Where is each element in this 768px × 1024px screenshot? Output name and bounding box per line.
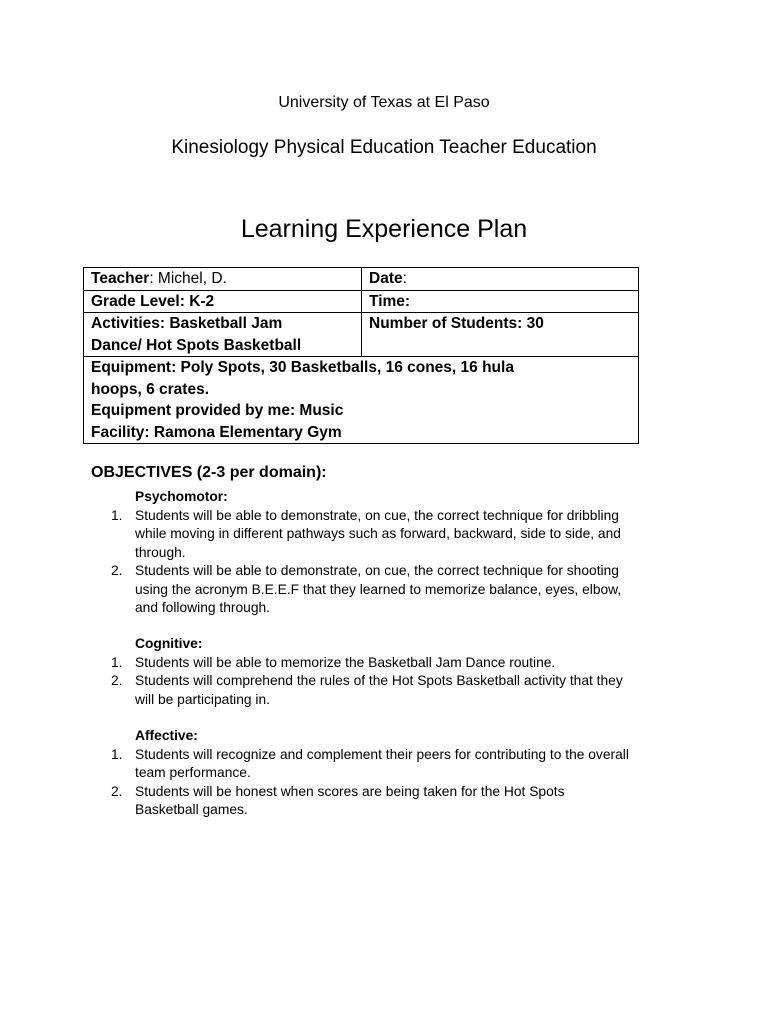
time-cell: Time:: [362, 290, 639, 313]
teacher-label: Teacher: [91, 270, 150, 287]
objective-list: [91, 746, 691, 820]
item-line: Students will be honest when scores are being taken for the Hot Spots: [135, 783, 565, 799]
number-of-students-cell: Number of Students: 30: [362, 313, 639, 357]
objective-list: [91, 507, 691, 618]
item-line: team performance.: [135, 765, 251, 780]
item-number: 2.: [111, 673, 123, 688]
item-line: Basketball games.: [135, 802, 248, 817]
section-title: Psychomotor:: [135, 489, 228, 504]
item-line: Students will be able to memorize the Basketball Jam Dance routine.: [135, 654, 556, 670]
item-line: using the acronym B.E.E.F that they learned to memorize balance, eyes, elbow,: [135, 581, 622, 597]
item-line: through.: [135, 544, 186, 560]
date-value: :: [402, 270, 407, 287]
item-number: 1.: [111, 746, 123, 762]
item-line: Students will comprehend the rules of the Hot Spots Basketball activity that they: [135, 673, 623, 688]
item-number: 1.: [111, 507, 123, 523]
psychomotor-section: [91, 488, 691, 618]
grade-level-cell: Grade Level: K-2: [84, 290, 362, 313]
department-name: Kinesiology Physical Education Teacher Education: [171, 137, 597, 158]
equipment-line: hoops, 6 crates.: [91, 380, 210, 398]
item-line: will be participating in.: [135, 691, 270, 707]
cognitive-section: [91, 635, 691, 709]
list-item: [91, 783, 691, 820]
item-line: while moving in different pathways such as forward, backward, side to side, and: [135, 526, 621, 541]
table-row: [84, 290, 639, 313]
list-item: [91, 654, 691, 673]
item-line: and following through.: [135, 600, 270, 615]
list-item: [91, 507, 691, 563]
affective-section: [91, 727, 691, 820]
item-line: Students will be able to demonstrate, on cue, the correct technique for dribbling: [135, 507, 619, 523]
list-item: [91, 672, 691, 709]
equipment-provided: Equipment provided by me: Music: [91, 402, 344, 419]
university-name: University of Texas at El Paso: [278, 94, 490, 111]
table-row: [84, 313, 639, 357]
lesson-info-table: [83, 267, 639, 444]
equipment-cell: [84, 357, 639, 444]
section-title: Affective:: [135, 728, 198, 743]
document-title: Learning Experience Plan: [240, 215, 528, 243]
activities-cell: [84, 313, 362, 357]
teacher-value: : Michel, D.: [149, 270, 227, 287]
facility: Facility: Ramona Elementary Gym: [91, 423, 342, 441]
item-number: 2.: [111, 783, 123, 799]
list-item: [91, 746, 691, 783]
activities-line: Dance/ Hot Spots Basketball: [91, 336, 302, 354]
equipment-line: Equipment: Poly Spots, 30 Basketballs, 16 cones, 16 hula: [91, 359, 514, 376]
table-row: [84, 268, 639, 291]
item-number: 1.: [111, 654, 123, 670]
activities-line: Activities: Basketball Jam: [91, 315, 283, 332]
item-line: Students will be able to demonstrate, on cue, the correct technique for shooting: [135, 563, 619, 578]
table-row: [84, 357, 639, 444]
item-number: 2.: [111, 563, 123, 578]
objective-list: [91, 654, 691, 710]
date-cell: [362, 268, 639, 291]
list-item: [91, 562, 691, 618]
objectives-heading: OBJECTIVES (2-3 per domain):: [91, 464, 327, 481]
item-line: Students will recognize and complement their peers for contributing to the overall: [135, 746, 629, 762]
section-title: Cognitive:: [135, 636, 203, 651]
teacher-cell: [84, 268, 362, 291]
date-label: Date: [369, 270, 403, 287]
